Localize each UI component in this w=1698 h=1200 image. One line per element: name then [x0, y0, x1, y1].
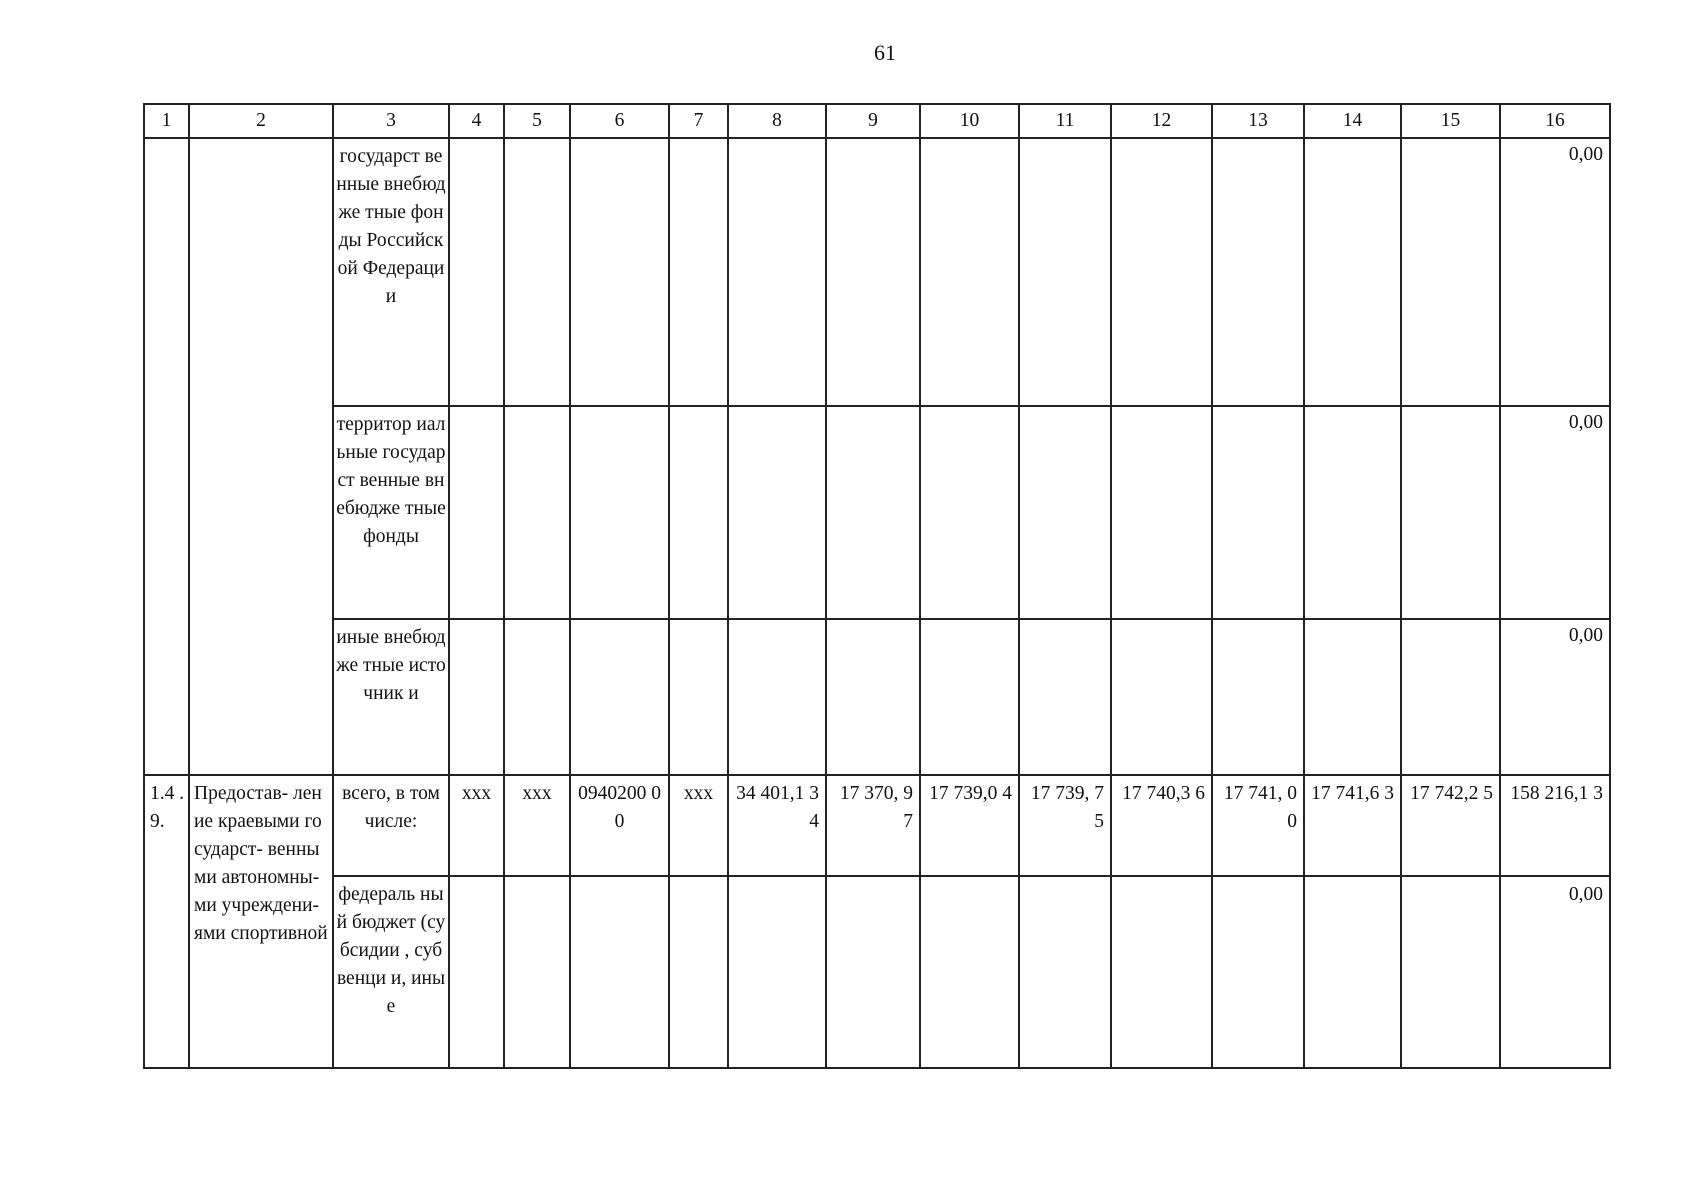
amount-cell: 17 739, 75: [1019, 775, 1111, 876]
header-cell: 3: [333, 104, 449, 138]
amount-cell: 17 742,2 5: [1401, 775, 1500, 876]
table-cell: [504, 619, 570, 775]
table-cell: [1212, 138, 1304, 406]
table-cell: [1401, 138, 1500, 406]
table-row: [144, 406, 1610, 619]
table-row: [144, 876, 1610, 1068]
amount-cell: 17 741,6 3: [1304, 775, 1401, 876]
table-cell: [669, 138, 728, 406]
table-cell: [504, 876, 570, 1068]
table-cell: [570, 619, 669, 775]
table-row: [144, 619, 1610, 775]
table-cell: [504, 406, 570, 619]
table-cell: [1401, 876, 1500, 1068]
budget-table: [143, 103, 1611, 1069]
table-cell: ххх: [449, 775, 504, 876]
table-cell: [1111, 406, 1212, 619]
table-cell: [1019, 406, 1111, 619]
funding-source-cell: всего, в том числе:: [333, 775, 449, 876]
table-cell: [1304, 138, 1401, 406]
table-cell: [449, 406, 504, 619]
total-cell: 0,00: [1500, 876, 1610, 1068]
table-cell: ххх: [504, 775, 570, 876]
table-cell: [1212, 876, 1304, 1068]
item-name-cell: Предостав- ление краевыми государст- венными автономны- ми учреждени- ями спортивной: [189, 775, 333, 1068]
table-cell: [449, 619, 504, 775]
table-cell: [504, 138, 570, 406]
header-cell: 11: [1019, 104, 1111, 138]
table-cell: [669, 619, 728, 775]
header-cell: 5: [504, 104, 570, 138]
table-header-row: [144, 104, 1610, 138]
table-cell: [144, 138, 189, 775]
header-cell: 16: [1500, 104, 1610, 138]
table-cell: [920, 876, 1019, 1068]
item-number-cell: 1.4 .9.: [144, 775, 189, 1068]
table-cell: [1111, 138, 1212, 406]
table-cell: [669, 406, 728, 619]
header-cell: 4: [449, 104, 504, 138]
table-cell: [1304, 876, 1401, 1068]
page-number: 61: [874, 40, 896, 65]
table-cell: [920, 619, 1019, 775]
code-cell: 0940200 00: [570, 775, 669, 876]
table-cell: [728, 876, 826, 1068]
table-cell: [1401, 406, 1500, 619]
total-cell: 158 216,1 3: [1500, 775, 1610, 876]
table-cell: [826, 138, 920, 406]
funding-source-cell: федераль ный бюджет (субсидии , субвенци и, иные: [333, 876, 449, 1068]
table-cell: [449, 876, 504, 1068]
table-cell: [728, 619, 826, 775]
table-cell: [570, 406, 669, 619]
header-cell: 8: [728, 104, 826, 138]
amount-cell: 17 739,0 4: [920, 775, 1019, 876]
header-cell: 10: [920, 104, 1019, 138]
header-cell: 2: [189, 104, 333, 138]
table-cell: [1019, 619, 1111, 775]
table-cell: [449, 138, 504, 406]
table-cell: [189, 138, 333, 775]
header-cell: 12: [1111, 104, 1212, 138]
table-cell: [1212, 406, 1304, 619]
table-cell: [826, 876, 920, 1068]
header-cell: 6: [570, 104, 669, 138]
total-cell: 0,00: [1500, 406, 1610, 619]
header-cell: 9: [826, 104, 920, 138]
table-cell: [1111, 619, 1212, 775]
funding-source-cell: территор иальные государст венные внебюдже тные фонды: [333, 406, 449, 619]
header-cell: 7: [669, 104, 728, 138]
header-cell: 13: [1212, 104, 1304, 138]
table-cell: [826, 406, 920, 619]
table-cell: [728, 406, 826, 619]
table-cell: [570, 876, 669, 1068]
table-cell: [1019, 876, 1111, 1068]
table-cell: [920, 138, 1019, 406]
table-cell: [1212, 619, 1304, 775]
table-cell: [826, 619, 920, 775]
table-cell: [570, 138, 669, 406]
amount-cell: 17 740,3 6: [1111, 775, 1212, 876]
table-row: [144, 138, 1610, 406]
table-cell: [1401, 619, 1500, 775]
total-cell: 0,00: [1500, 619, 1610, 775]
amount-cell: 34 401,1 34: [728, 775, 826, 876]
table-cell: [728, 138, 826, 406]
amount-cell: 17 741, 00: [1212, 775, 1304, 876]
table-cell: ххх: [669, 775, 728, 876]
amount-cell: 17 370, 97: [826, 775, 920, 876]
table-cell: [669, 876, 728, 1068]
header-cell: 14: [1304, 104, 1401, 138]
total-cell: 0,00: [1500, 138, 1610, 406]
table-cell: [1111, 876, 1212, 1068]
header-cell: 1: [144, 104, 189, 138]
funding-source-cell: государст венные внебюдже тные фонды Российск ой Федераци и: [333, 138, 449, 406]
table-cell: [1019, 138, 1111, 406]
table-cell: [920, 406, 1019, 619]
table-row: [144, 775, 1610, 876]
header-cell: 15: [1401, 104, 1500, 138]
table-cell: [1304, 406, 1401, 619]
table-cell: [1304, 619, 1401, 775]
funding-source-cell: иные внебюдже тные источник и: [333, 619, 449, 775]
